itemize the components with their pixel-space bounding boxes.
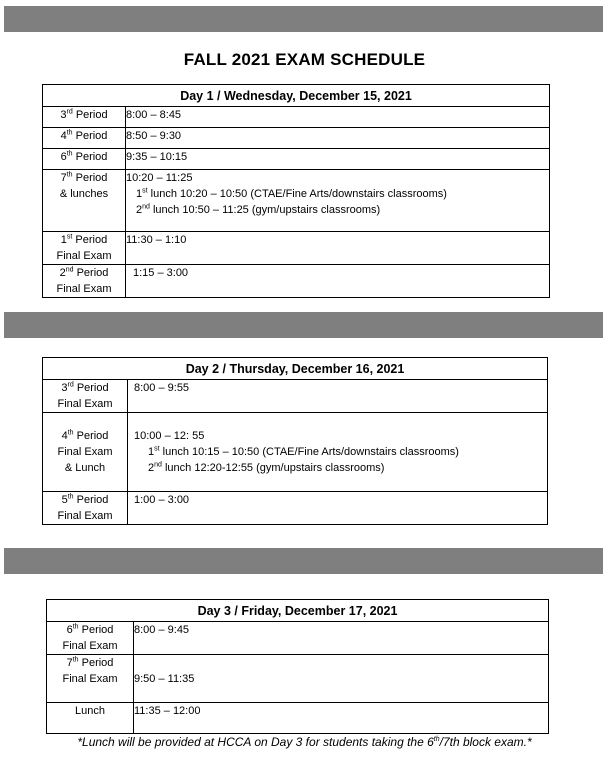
period-label: 3rd Period Final Exam [43,380,128,413]
section-band-2 [4,312,603,338]
table-row [43,232,550,265]
period-label: 2nd Period Final Exam [43,265,126,298]
time-cell: 8:00 – 8:45 [126,107,550,128]
period-label: 7th Period & lunches [43,170,126,232]
time-cell: 11:30 – 1:10 [126,232,550,265]
table-row [43,413,548,492]
period-label: 1st Period Final Exam [43,232,126,265]
period-label: 4th Period Final Exam & Lunch [43,413,128,492]
time-cell: 8:00 – 9:55 [128,380,548,413]
table-row [43,380,548,413]
period-label: 6th Period [43,149,126,170]
lunch-line: 2nd lunch 12:20-12:55 (gym/upstairs classrooms) [148,461,385,474]
time-cell: 10:20 – 11:25 1st lunch 10:20 – 10:50 (CTAE/Fine Arts/downstairs classrooms) 2nd lunch 10:50 – 11:25 (gym/upstairs classrooms) [126,170,550,232]
day2-table [42,357,548,525]
period-label: 5th Period Final Exam [43,492,128,525]
period-label: 7th Period Final Exam [47,655,134,703]
table-row [43,107,550,128]
time-cell: 1:00 – 3:00 [128,492,548,525]
time-cell: 1:15 – 3:00 [126,265,550,298]
lunch-line: 1st lunch 10:20 – 10:50 (CTAE/Fine Arts/downstairs classrooms) [136,187,447,200]
page-title: FALL 2021 EXAM SCHEDULE [183,50,426,69]
table-row [47,622,549,655]
period-label: 4th Period [43,128,126,149]
lunch-line: 2nd lunch 10:50 – 11:25 (gym/upstairs classrooms) [136,203,381,216]
lunch-line: 1st lunch 10:15 – 10:50 (CTAE/Fine Arts/downstairs classrooms) [148,445,459,458]
lunch-label: Lunch [47,703,134,734]
period-label: 3rd Period [43,107,126,128]
table-row [43,265,550,298]
time-cell: 9:50 – 11:35 [134,655,549,703]
table-row [43,128,550,149]
header-band [4,6,603,32]
day3-header: Day 3 / Friday, December 17, 2021 [47,600,549,622]
table-row [43,149,550,170]
section-band-3 [4,548,603,574]
table-row [43,492,548,525]
day2-header: Day 2 / Thursday, December 16, 2021 [43,358,548,380]
time-cell: 10:00 – 12: 55 1st lunch 10:15 – 10:50 (CTAE/Fine Arts/downstairs classrooms) 2nd lunch 12:20-12:55 (gym/upstairs classrooms) [128,413,548,492]
time-cell: 11:35 – 12:00 [134,703,549,734]
time-cell: 8:50 – 9:30 [126,128,550,149]
period-label: 6th Period Final Exam [47,622,134,655]
table-row [47,655,549,703]
footnote: *Lunch will be provided at HCCA on Day 3 for students taking the 6th/7th block exam.* [77,735,532,749]
day1-header: Day 1 / Wednesday, December 15, 2021 [43,85,550,107]
table-row [47,703,549,734]
table-row [43,170,550,232]
day1-table [42,84,550,298]
time-cell: 9:35 – 10:15 [126,149,550,170]
time-cell: 8:00 – 9:45 [134,622,549,655]
day3-table [46,599,549,734]
